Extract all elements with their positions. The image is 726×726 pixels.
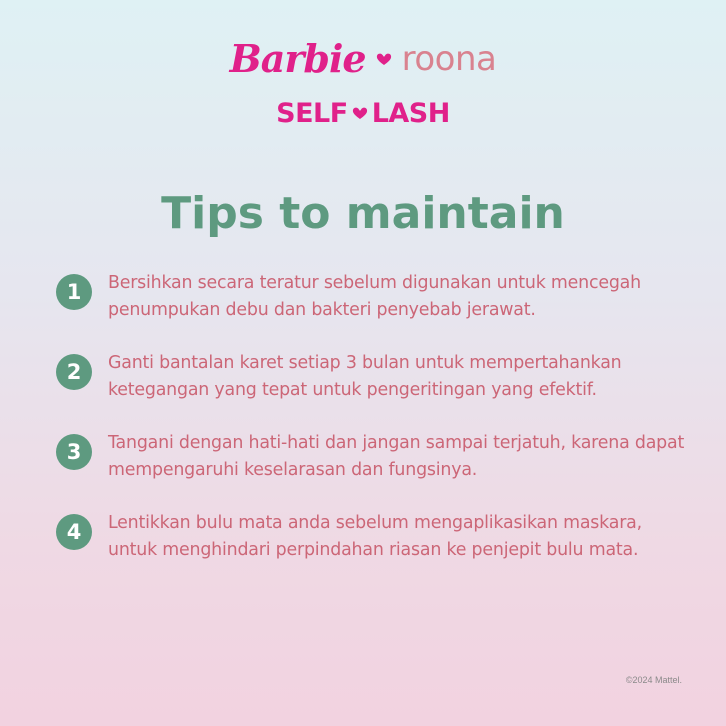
tips-list — [56, 270, 696, 564]
tip-text: Tangani dengan hati-hati dan jangan sampai terjatuh, karena dapat mempengaruhi keselarasan dan fungsinya. — [108, 433, 685, 480]
barbie-logo: Barbie — [229, 36, 366, 81]
tip-item — [56, 430, 696, 484]
tip-item — [56, 270, 696, 324]
product-logo-right: LASH — [371, 97, 450, 129]
page-title: Tips to maintain — [161, 188, 565, 239]
tip-text: Ganti bantalan karet setiap 3 bulan untuk mempertahankan ketegangan yang tepat untuk pengeritingan yang efektif. — [108, 353, 622, 400]
tip-text: Bersihkan secara teratur sebelum digunakan untuk mencegah penumpukan debu dan bakteri penyebab jerawat. — [108, 273, 641, 320]
copyright-notice: ©2024 Mattel. — [625, 675, 682, 685]
tip-number-badge: 3 — [56, 434, 92, 470]
heart-icon — [376, 51, 392, 67]
product-logo-left: SELF — [276, 97, 348, 129]
tip-number-badge: 1 — [56, 274, 92, 310]
tip-number-badge: 4 — [56, 514, 92, 550]
heart-icon — [352, 105, 368, 121]
tip-item — [56, 350, 696, 404]
tip-item — [56, 510, 696, 564]
product-logo — [0, 93, 726, 133]
roona-logo: roona — [401, 39, 497, 79]
tip-number-badge: 2 — [56, 354, 92, 390]
brand-header — [0, 34, 726, 84]
tip-text: Lentikkan bulu mata anda sebelum mengaplikasikan maskara, untuk menghindari perpindahan riasan ke penjepit bulu mata. — [108, 513, 642, 560]
